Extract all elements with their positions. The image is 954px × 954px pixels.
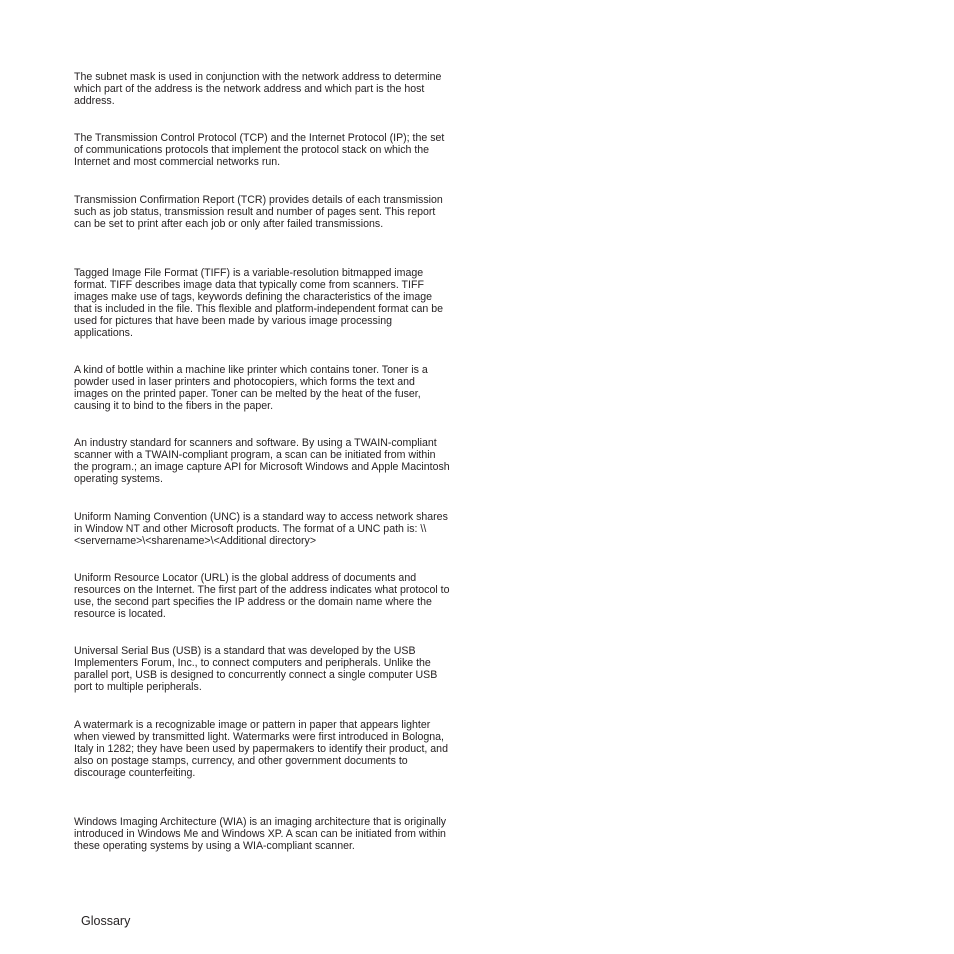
- glossary-entry-unc: Uniform Naming Convention (UNC) is a standard way to access network shares in Window NT and other Microsoft products. The format of a UNC path is: \\<servername>\<sharename>\<Additional directory>: [74, 511, 448, 547]
- glossary-entry-wia: Windows Imaging Architecture (WIA) is an imaging architecture that is originally introduced in Windows Me and Windows XP. A scan can be initiated from within these operating systems by using a WIA-compliant scanner.: [74, 816, 447, 852]
- glossary-entry-usb: Universal Serial Bus (USB) is a standard that was developed by the USB Implementers Forum, Inc., to connect computers and peripherals. Unlike the parallel port, USB is designed to concurrently connect a single computer USB port to multiple peripherals.: [74, 645, 438, 693]
- glossary-entry-subnet-mask: The subnet mask is used in conjunction with the network address to determine which part of the address is the network address and which part is the host address.: [74, 71, 442, 107]
- page-footer-label: Glossary: [81, 914, 131, 928]
- glossary-entry-tcr: Transmission Confirmation Report (TCR) provides details of each transmission such as job status, transmission result and number of pages sent. This report can be set to print after each job or only after failed transmissions.: [74, 194, 443, 230]
- glossary-entry-toner: A kind of bottle within a machine like printer which contains toner. Toner is a powder used in laser printers and photocopiers, which forms the text and images on the printed paper. Toner can be melted by the heat of the fuser, causing it to bind to the fibers in the paper.: [74, 364, 428, 412]
- glossary-entry-tcp-ip: The Transmission Control Protocol (TCP) and the Internet Protocol (IP); the set of communications protocols that implement the protocol stack on which the Internet and most commercial networks run.: [74, 132, 445, 168]
- glossary-entry-twain: An industry standard for scanners and software. By using a TWAIN-compliant scanner with a TWAIN-compliant program, a scan can be initiated from within the program.; an image capture API for Microsoft Windows and Apple Macintosh operating systems.: [74, 437, 450, 485]
- glossary-entry-tiff: Tagged Image File Format (TIFF) is a variable-resolution bitmapped image format. TIFF describes image data that typically come from scanners. TIFF images make use of tags, keywords defining the characteristics of the image that is included in the file. This flexible and platform-independent format can be used for pictures that have been made by various image processing applications.: [74, 267, 444, 339]
- glossary-entry-url: Uniform Resource Locator (URL) is the global address of documents and resources on the Internet. The first part of the address indicates what protocol to use, the second part specifies the IP address or the domain name where the resource is located.: [74, 572, 450, 620]
- glossary-entry-watermark: A watermark is a recognizable image or pattern in paper that appears lighter when viewed by transmitted light. Watermarks were first introduced in Bologna, Italy in 1282; they have been used by papermakers to identify their product, and also on postage stamps, currency, and other government documents to discourage counterfeiting.: [74, 719, 448, 779]
